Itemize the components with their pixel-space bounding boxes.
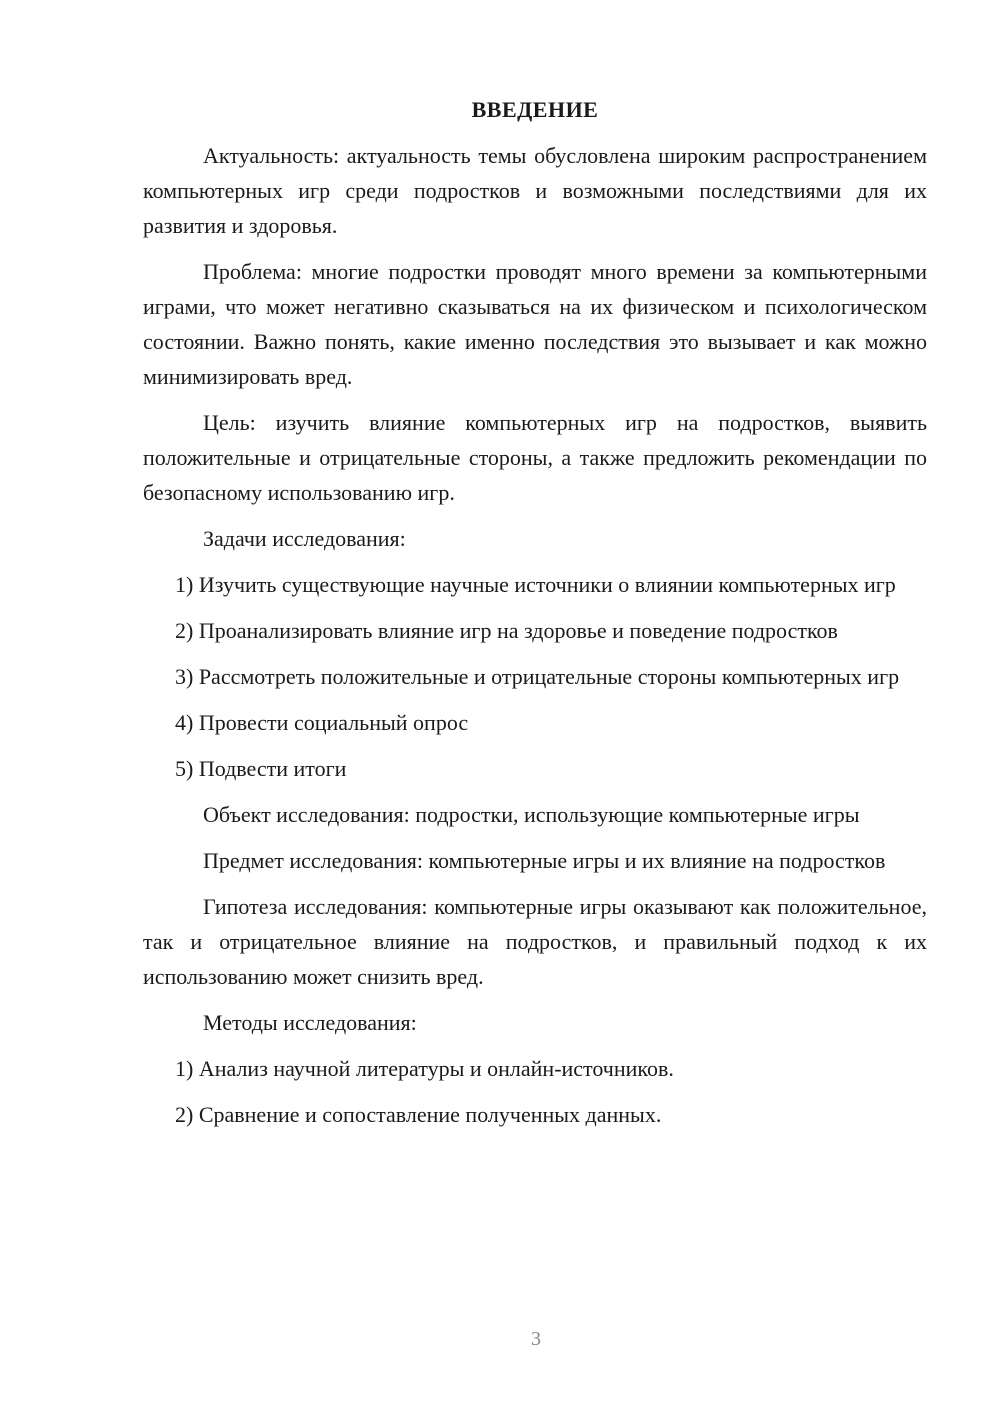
paragraph-goal: Цель: изучить влияние компьютерных игр на подростков, выявить положительные и отрицательные стороны, а также предложить рекомендации по безопасному использованию игр.: [143, 410, 927, 505]
paragraph-problem: Проблема: многие подростки проводят много времени за компьютерными играми, что может негативно сказываться на их физическом и психологическом состоянии. Важно понять, какие именно последствия это вызывает и как можно минимизировать вред.: [143, 259, 927, 389]
list-item-task-1: 1) Изучить существующие научные источники о влиянии компьютерных игр: [175, 572, 896, 597]
tasks-heading: Задачи исследования:: [203, 526, 406, 551]
list-item-task-5: 5) Подвести итоги: [175, 756, 347, 781]
list-item-method-2: 2) Сравнение и сопоставление полученных данных.: [175, 1102, 662, 1127]
list-item-task-3: 3) Рассмотреть положительные и отрицательные стороны компьютерных игр: [175, 664, 900, 689]
paragraph-subject: Предмет исследования: компьютерные игры и их влияние на подростков: [203, 848, 886, 873]
page-content: [143, 92, 927, 1132]
page-title: ВВЕДЕНИЕ: [471, 97, 599, 122]
paragraph-hypothesis: Гипотеза исследования: компьютерные игры оказывают как положительное, так и отрицательное влияние на подростков, и правильный подход к их использованию может снизить вред.: [143, 894, 927, 989]
paragraph-relevance: Актуальность: актуальность темы обусловлена широким распространением компьютерных игр среди подростков и возможными последствиями для их развития и здоровья.: [143, 143, 927, 238]
list-item-method-1: 1) Анализ научной литературы и онлайн-источников.: [175, 1056, 674, 1081]
list-item-task-2: 2) Проанализировать влияние игр на здоровье и поведение подростков: [175, 618, 838, 643]
page-number: 3: [531, 1328, 541, 1350]
paragraph-object: Объект исследования: подростки, использующие компьютерные игры: [203, 802, 860, 827]
list-item-task-4: 4) Провести социальный опрос: [175, 710, 469, 735]
methods-heading: Методы исследования:: [203, 1010, 417, 1035]
